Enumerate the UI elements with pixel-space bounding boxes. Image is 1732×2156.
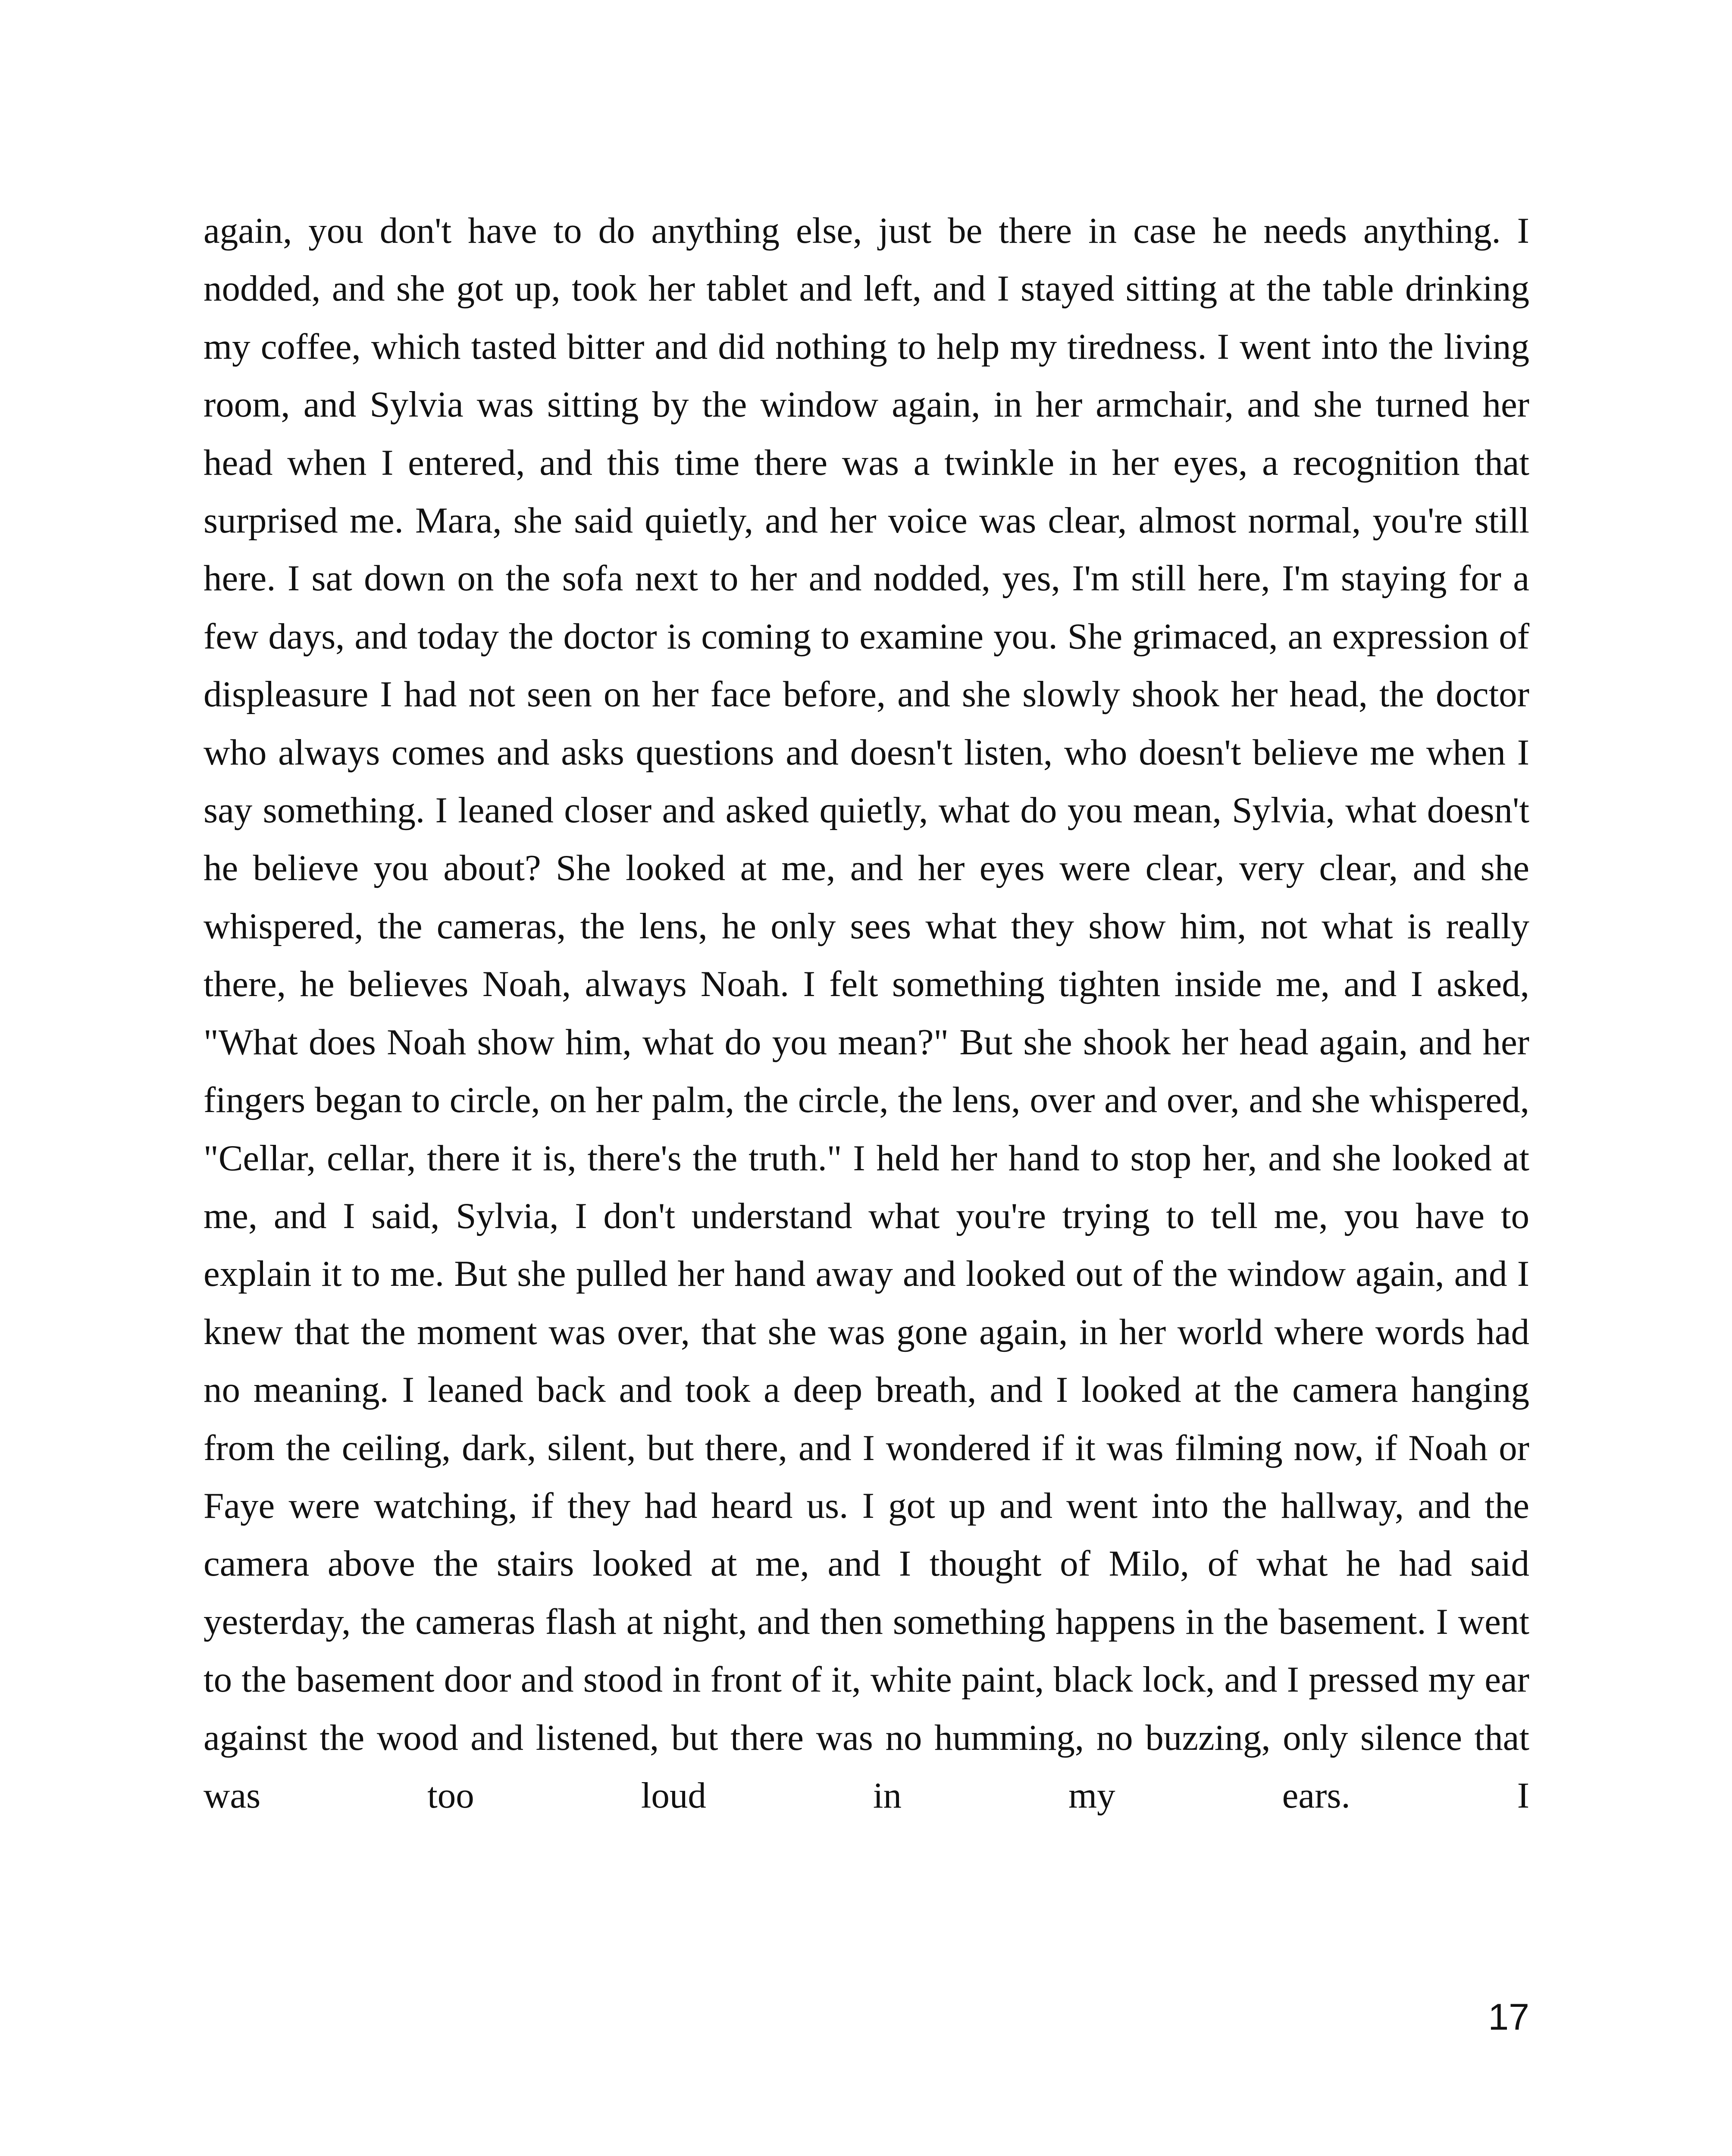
body-paragraph: again, you don't have to do anything else, just be there in case he needs anything. I nodded, and she got up, took her tablet and left, and I stayed sitting at the table drinking my coffee, which tasted bitter and did nothing to help my tiredness. I went into the living room, and Sylvia was sitting by the window again, in her armchair, and she turned her head when I entered, and this time there was a twinkle in her eyes, a recognition that surprised me. Mara, she said quietly, and her voice was clear, almost normal, you're still here. I sat down on the sofa next to her and nodded, yes, I'm still here, I'm staying for a few days, and today the doctor is coming to examine you. She grimaced, an expression of displeasure I had not seen on her face before, and she slowly shook her head, the doctor who always comes and asks questions and doesn't listen, who doesn't believe me when I say something. I leaned closer and asked quietly, what do you mean, Sylvia, what doesn't he believe you about? She looked at me, and her eyes were clear, very clear, and she whispered, the cameras, the lens, he only sees what they show him, not what is really there, he believes Noah, always Noah. I felt something tighten inside me, and I asked, "What does Noah show him, what do you mean?" But she shook her head again, and her fingers began to circle, on her palm, the circle, the lens, over and over, and she whispered, "Cellar, cellar, there it is, there's the truth." I held her hand to stop her, and she looked at me, and I said, Sylvia, I don't understand what you're trying to tell me, you have to explain it to me. But she pulled her hand away and looked out of the window again, and I knew that the moment was over, that she was gone again, in her world where words had no meaning. I leaned back and took a deep breath, and I looked at the camera hanging from the ceiling, dark, silent, but there, and I wondered if it was filming now, if Noah or Faye were watching, if they had heard us. I got up and went into the hallway, and the camera above the stairs looked at me, and I thought of Milo, of what he had said yesterday, the cameras flash at night, and then something happens in the basement. I went to the basement door and stood in front of it, white paint, black lock, and I pressed my ear against the wood and listened, but there was no humming, no buzzing, only silence that was too loud in my ears. I	[204, 210, 1529, 1816]
page-number: 17	[1488, 1996, 1529, 2038]
